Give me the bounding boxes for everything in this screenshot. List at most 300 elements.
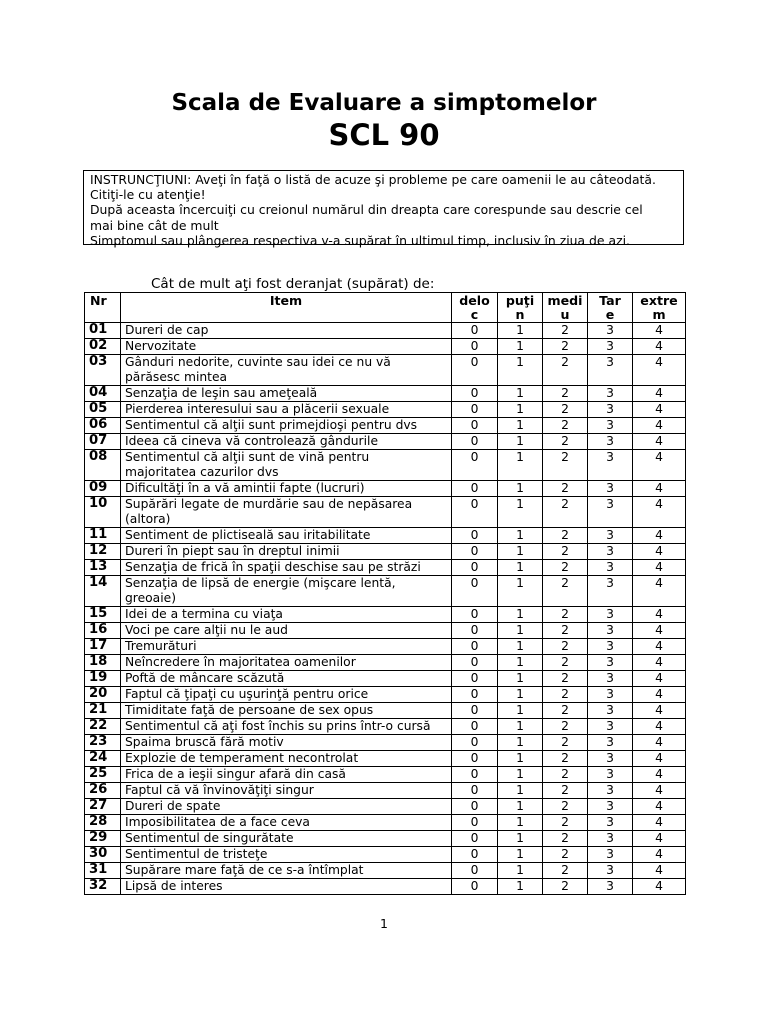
item-text-line: Senzaţia de lipsă de energie (mişcare lentă,	[125, 576, 396, 591]
item-text	[121, 751, 452, 767]
item-text-line: Sentimentul de singurătate	[125, 831, 294, 846]
table-row	[85, 323, 686, 339]
item-number: 16	[85, 623, 121, 639]
table-row	[85, 339, 686, 355]
score-option-extrem[interactable]: 4	[633, 481, 686, 497]
table-row	[85, 528, 686, 544]
instructions-line: INSTRUNCŢIUNI: Aveţi în faţă o listă de acuze şi probleme pe care oamenii le au câteodată.	[90, 172, 656, 187]
score-option-extrem[interactable]: 4	[633, 879, 686, 895]
score-option-extrem[interactable]: 4	[633, 815, 686, 831]
score-option-deloc[interactable]: 0	[452, 402, 498, 418]
score-option-deloc[interactable]: 0	[452, 735, 498, 751]
item-text	[121, 481, 452, 497]
score-option-extrem[interactable]: 4	[633, 831, 686, 847]
item-text-line: Ideea că cineva vă controlează gândurile	[125, 434, 379, 449]
item-text	[121, 418, 452, 434]
score-option-deloc[interactable]: 0	[452, 751, 498, 767]
header-line: medi	[547, 293, 583, 308]
item-text-line: Dureri de spate	[125, 799, 221, 814]
item-number: 28	[85, 815, 121, 831]
score-option-tare[interactable]: 3	[588, 434, 633, 450]
item-number: 18	[85, 655, 121, 671]
item-text	[121, 719, 452, 735]
score-option-tare[interactable]: 3	[588, 497, 633, 528]
score-option-tare[interactable]: 3	[588, 783, 633, 799]
score-option-deloc[interactable]: 0	[452, 481, 498, 497]
item-number: 02	[85, 339, 121, 355]
item-text-line: Faptul că vă învinovăţiţi singur	[125, 783, 314, 798]
score-option-tare[interactable]: 3	[588, 831, 633, 847]
item-text	[121, 497, 452, 528]
item-number: 21	[85, 703, 121, 719]
item-text-line: părăsesc mintea	[125, 369, 228, 384]
score-option-extrem[interactable]: 4	[633, 544, 686, 560]
score-option-tare[interactable]: 3	[588, 815, 633, 831]
item-number: 05	[85, 402, 121, 418]
column-header-item: Item	[121, 293, 452, 323]
score-option-extrem[interactable]: 4	[633, 687, 686, 703]
table-row	[85, 815, 686, 831]
item-number: 32	[85, 879, 121, 895]
score-option-extrem[interactable]: 4	[633, 339, 686, 355]
item-text-line: Supărare mare faţă de ce s-a întîmplat	[125, 863, 364, 878]
item-number: 15	[85, 607, 121, 623]
score-option-tare[interactable]: 3	[588, 576, 633, 607]
score-option-tare[interactable]: 3	[588, 655, 633, 671]
item-text-line: Lipsă de interes	[125, 879, 223, 894]
item-text-line: majoritatea cazurilor dvs	[125, 464, 279, 479]
item-text	[121, 576, 452, 607]
score-option-mediu[interactable]: 2	[543, 655, 588, 671]
score-option-tare[interactable]: 3	[588, 402, 633, 418]
score-option-deloc[interactable]: 0	[452, 355, 498, 386]
score-option-putin[interactable]: 1	[498, 815, 543, 831]
score-option-tare[interactable]: 3	[588, 607, 633, 623]
score-option-tare[interactable]: 3	[588, 623, 633, 639]
item-text-line: Senzaţia de leşin sau ameţeală	[125, 386, 318, 401]
score-option-mediu[interactable]: 2	[543, 799, 588, 815]
header-line: c	[470, 307, 479, 323]
score-option-tare[interactable]: 3	[588, 703, 633, 719]
table-row	[85, 450, 686, 481]
table-row	[85, 735, 686, 751]
score-option-deloc[interactable]: 0	[452, 528, 498, 544]
score-option-putin[interactable]: 1	[498, 528, 543, 544]
score-option-putin[interactable]: 1	[498, 355, 543, 386]
table-row	[85, 576, 686, 607]
item-text	[121, 339, 452, 355]
table-row	[85, 402, 686, 418]
score-option-deloc[interactable]: 0	[452, 799, 498, 815]
score-option-extrem[interactable]: 4	[633, 560, 686, 576]
score-option-tare[interactable]: 3	[588, 544, 633, 560]
table-row	[85, 671, 686, 687]
table-row	[85, 623, 686, 639]
score-option-putin[interactable]: 1	[498, 767, 543, 783]
item-number: 11	[85, 528, 121, 544]
score-option-mediu[interactable]: 2	[543, 450, 588, 481]
score-option-deloc[interactable]: 0	[452, 323, 498, 339]
table-row	[85, 783, 686, 799]
score-option-mediu[interactable]: 2	[543, 386, 588, 402]
item-text	[121, 671, 452, 687]
score-option-mediu[interactable]: 2	[543, 639, 588, 655]
item-number: 09	[85, 481, 121, 497]
score-option-extrem[interactable]: 4	[633, 783, 686, 799]
item-number: 14	[85, 576, 121, 607]
score-option-mediu[interactable]: 2	[543, 607, 588, 623]
score-option-tare[interactable]: 3	[588, 847, 633, 863]
header-line: Tar	[599, 293, 621, 308]
score-option-tare[interactable]: 3	[588, 671, 633, 687]
item-text	[121, 386, 452, 402]
table-row	[85, 607, 686, 623]
score-option-mediu[interactable]: 2	[543, 783, 588, 799]
table-body	[85, 323, 686, 895]
item-number: 12	[85, 544, 121, 560]
item-number: 29	[85, 831, 121, 847]
score-option-tare[interactable]: 3	[588, 719, 633, 735]
table-row	[85, 879, 686, 895]
item-text	[121, 831, 452, 847]
item-text-line: Sentimentul că aţi fost închis su prins într-o cursă	[125, 719, 431, 734]
column-header-extrem	[633, 293, 686, 323]
item-text	[121, 687, 452, 703]
score-option-putin[interactable]: 1	[498, 879, 543, 895]
score-option-deloc[interactable]: 0	[452, 703, 498, 719]
item-text-line: Explozie de temperament necontrolat	[125, 751, 359, 766]
item-number: 24	[85, 751, 121, 767]
score-option-deloc[interactable]: 0	[452, 831, 498, 847]
score-option-tare[interactable]: 3	[588, 735, 633, 751]
score-option-tare[interactable]: 3	[588, 418, 633, 434]
item-text-line: Timiditate faţă de persoane de sex opus	[125, 703, 374, 718]
score-option-putin[interactable]: 1	[498, 735, 543, 751]
score-option-mediu[interactable]: 2	[543, 831, 588, 847]
header-line: u	[560, 307, 570, 323]
score-option-deloc[interactable]: 0	[452, 544, 498, 560]
score-option-deloc[interactable]: 0	[452, 671, 498, 687]
score-option-deloc[interactable]: 0	[452, 386, 498, 402]
score-option-putin[interactable]: 1	[498, 323, 543, 339]
score-option-mediu[interactable]: 2	[543, 879, 588, 895]
score-option-putin[interactable]: 1	[498, 799, 543, 815]
header-line: n	[515, 307, 525, 323]
table-row	[85, 481, 686, 497]
table-row	[85, 497, 686, 528]
score-option-extrem[interactable]: 4	[633, 639, 686, 655]
item-text-line: Frica de a ieşii singur afară din casă	[125, 767, 346, 782]
column-header-deloc	[452, 293, 498, 323]
score-option-deloc[interactable]: 0	[452, 719, 498, 735]
score-option-putin[interactable]: 1	[498, 751, 543, 767]
score-option-putin[interactable]: 1	[498, 719, 543, 735]
score-option-deloc[interactable]: 0	[452, 339, 498, 355]
item-text	[121, 783, 452, 799]
symptom-table	[84, 292, 686, 895]
table-row	[85, 560, 686, 576]
score-option-putin[interactable]: 1	[498, 481, 543, 497]
score-option-extrem[interactable]: 4	[633, 719, 686, 735]
score-option-mediu[interactable]: 2	[543, 735, 588, 751]
score-option-tare[interactable]: 3	[588, 339, 633, 355]
item-text-line: Supărări legate de murdărie sau de nepăsarea	[125, 497, 413, 512]
score-option-tare[interactable]: 3	[588, 863, 633, 879]
item-text	[121, 655, 452, 671]
item-text-line: Nervozitate	[125, 339, 197, 354]
item-number: 13	[85, 560, 121, 576]
item-text-line: Tremurături	[125, 639, 197, 654]
score-option-mediu[interactable]: 2	[543, 847, 588, 863]
score-option-mediu[interactable]: 2	[543, 623, 588, 639]
score-option-extrem[interactable]: 4	[633, 735, 686, 751]
score-option-extrem[interactable]: 4	[633, 799, 686, 815]
score-option-deloc[interactable]: 0	[452, 607, 498, 623]
table-row	[85, 767, 686, 783]
score-option-mediu[interactable]: 2	[543, 402, 588, 418]
item-text-line: Dureri de cap	[125, 323, 209, 338]
score-option-extrem[interactable]: 4	[633, 767, 686, 783]
item-text-line: Gânduri nedorite, cuvinte sau idei ce nu vă	[125, 355, 391, 370]
header-line: delo	[459, 293, 490, 308]
score-option-putin[interactable]: 1	[498, 560, 543, 576]
item-text-line: Neîncredere în majoritatea oamenilor	[125, 655, 356, 670]
score-option-tare[interactable]: 3	[588, 560, 633, 576]
score-option-extrem[interactable]: 4	[633, 386, 686, 402]
score-option-mediu[interactable]: 2	[543, 703, 588, 719]
item-text-line: Senzaţia de frică în spaţii deschise sau pe străzi	[125, 560, 421, 575]
score-option-mediu[interactable]: 2	[543, 434, 588, 450]
instructions-line: Citiţi-le cu atenţie!	[90, 187, 206, 203]
score-option-putin[interactable]: 1	[498, 783, 543, 799]
question-prompt: Cât de mult aţi fost deranjat (supărat) de:	[151, 276, 435, 292]
score-option-putin[interactable]: 1	[498, 863, 543, 879]
item-text-line: greoaie)	[125, 590, 176, 605]
score-option-tare[interactable]: 3	[588, 799, 633, 815]
item-text	[121, 703, 452, 719]
score-option-extrem[interactable]: 4	[633, 751, 686, 767]
score-option-tare[interactable]: 3	[588, 355, 633, 386]
item-number: 03	[85, 355, 121, 386]
item-text-line: Voci pe care alţii nu le aud	[125, 623, 288, 638]
item-number: 07	[85, 434, 121, 450]
score-option-deloc[interactable]: 0	[452, 434, 498, 450]
score-option-deloc[interactable]: 0	[452, 623, 498, 639]
item-text-line: Sentimentul de tristeţe	[125, 847, 268, 862]
table-row	[85, 386, 686, 402]
score-option-extrem[interactable]: 4	[633, 703, 686, 719]
score-option-putin[interactable]: 1	[498, 831, 543, 847]
score-option-tare[interactable]: 3	[588, 450, 633, 481]
table-row	[85, 418, 686, 434]
item-text	[121, 355, 452, 386]
score-option-extrem[interactable]: 4	[633, 528, 686, 544]
item-text	[121, 323, 452, 339]
item-text	[121, 639, 452, 655]
item-number: 17	[85, 639, 121, 655]
table-row	[85, 831, 686, 847]
score-option-putin[interactable]: 1	[498, 576, 543, 607]
item-number: 23	[85, 735, 121, 751]
score-option-mediu[interactable]: 2	[543, 863, 588, 879]
score-option-extrem[interactable]: 4	[633, 671, 686, 687]
score-option-deloc[interactable]: 0	[452, 450, 498, 481]
score-option-extrem[interactable]: 4	[633, 450, 686, 481]
score-option-putin[interactable]: 1	[498, 671, 543, 687]
score-option-mediu[interactable]: 2	[543, 528, 588, 544]
item-text	[121, 623, 452, 639]
score-option-deloc[interactable]: 0	[452, 576, 498, 607]
score-option-deloc[interactable]: 0	[452, 767, 498, 783]
score-option-putin[interactable]: 1	[498, 639, 543, 655]
score-option-putin[interactable]: 1	[498, 418, 543, 434]
score-option-putin[interactable]: 1	[498, 623, 543, 639]
score-option-putin[interactable]: 1	[498, 544, 543, 560]
score-option-putin[interactable]: 1	[498, 402, 543, 418]
score-option-mediu[interactable]: 2	[543, 418, 588, 434]
score-option-deloc[interactable]: 0	[452, 655, 498, 671]
score-option-deloc[interactable]: 0	[452, 497, 498, 528]
table-row	[85, 655, 686, 671]
column-header-nr: Nr	[85, 293, 121, 323]
item-text	[121, 735, 452, 751]
column-header-mediu	[543, 293, 588, 323]
item-text	[121, 528, 452, 544]
score-option-deloc[interactable]: 0	[452, 815, 498, 831]
score-option-putin[interactable]: 1	[498, 450, 543, 481]
header-line: puţi	[505, 293, 535, 308]
score-option-putin[interactable]: 1	[498, 687, 543, 703]
table-row	[85, 751, 686, 767]
score-option-deloc[interactable]: 0	[452, 863, 498, 879]
item-number: 04	[85, 386, 121, 402]
item-text-line: Poftă de mâncare scăzută	[125, 671, 285, 686]
item-text-line: Sentimentul că alţii sunt de vină pentru	[125, 450, 370, 465]
item-text	[121, 544, 452, 560]
score-option-mediu[interactable]: 2	[543, 719, 588, 735]
item-text	[121, 815, 452, 831]
score-option-deloc[interactable]: 0	[452, 418, 498, 434]
score-option-putin[interactable]: 1	[498, 607, 543, 623]
item-text	[121, 560, 452, 576]
score-option-extrem[interactable]: 4	[633, 402, 686, 418]
score-option-tare[interactable]: 3	[588, 386, 633, 402]
item-text-line: Dificultăţi în a vă amintii fapte (lucruri)	[125, 481, 365, 496]
score-option-mediu[interactable]: 2	[543, 671, 588, 687]
item-number: 22	[85, 719, 121, 735]
score-option-mediu[interactable]: 2	[543, 687, 588, 703]
score-option-mediu[interactable]: 2	[543, 323, 588, 339]
item-text-line: Pierderea interesului sau a plăcerii sexuale	[125, 402, 390, 417]
score-option-extrem[interactable]: 4	[633, 655, 686, 671]
score-option-mediu[interactable]: 2	[543, 560, 588, 576]
item-number: 10	[85, 497, 121, 528]
table-header-row	[85, 293, 686, 323]
page-number: 1	[380, 916, 388, 931]
item-text-line: Spaima bruscă fără motiv	[125, 735, 284, 750]
item-text-line: Idei de a termina cu viaţa	[125, 607, 283, 622]
score-option-tare[interactable]: 3	[588, 323, 633, 339]
table-row	[85, 799, 686, 815]
score-option-putin[interactable]: 1	[498, 497, 543, 528]
item-number: 26	[85, 783, 121, 799]
item-text	[121, 863, 452, 879]
item-text	[121, 847, 452, 863]
table-row	[85, 703, 686, 719]
table-row	[85, 863, 686, 879]
table-row	[85, 434, 686, 450]
item-number: 27	[85, 799, 121, 815]
score-option-tare[interactable]: 3	[588, 767, 633, 783]
score-option-deloc[interactable]: 0	[452, 639, 498, 655]
score-option-tare[interactable]: 3	[588, 639, 633, 655]
document-subtitle: SCL 90	[328, 118, 440, 152]
score-option-mediu[interactable]: 2	[543, 751, 588, 767]
instructions-line: mai bine cât de mult	[90, 217, 219, 233]
score-option-extrem[interactable]: 4	[633, 847, 686, 863]
score-option-deloc[interactable]: 0	[452, 847, 498, 863]
item-text-line: Sentimentul că alţii sunt primejdioşi pentru dvs	[125, 418, 418, 433]
score-option-mediu[interactable]: 2	[543, 767, 588, 783]
score-option-extrem[interactable]: 4	[633, 863, 686, 879]
item-text	[121, 434, 452, 450]
score-option-tare[interactable]: 3	[588, 687, 633, 703]
item-text	[121, 450, 452, 481]
item-number: 01	[85, 323, 121, 339]
item-text	[121, 767, 452, 783]
score-option-extrem[interactable]: 4	[633, 497, 686, 528]
score-option-putin[interactable]: 1	[498, 434, 543, 450]
score-option-mediu[interactable]: 2	[543, 815, 588, 831]
score-option-extrem[interactable]: 4	[633, 355, 686, 386]
score-option-putin[interactable]: 1	[498, 703, 543, 719]
score-option-putin[interactable]: 1	[498, 339, 543, 355]
table-row	[85, 847, 686, 863]
table-row	[85, 687, 686, 703]
score-option-tare[interactable]: 3	[588, 879, 633, 895]
score-option-deloc[interactable]: 0	[452, 560, 498, 576]
score-option-extrem[interactable]: 4	[633, 418, 686, 434]
table-row	[85, 719, 686, 735]
score-option-mediu[interactable]: 2	[543, 339, 588, 355]
score-option-extrem[interactable]: 4	[633, 434, 686, 450]
score-option-mediu[interactable]: 2	[543, 544, 588, 560]
score-option-putin[interactable]: 1	[498, 655, 543, 671]
score-option-extrem[interactable]: 4	[633, 576, 686, 607]
score-option-tare[interactable]: 3	[588, 481, 633, 497]
score-option-putin[interactable]: 1	[498, 847, 543, 863]
score-option-extrem[interactable]: 4	[633, 323, 686, 339]
item-text-line: (altora)	[125, 511, 171, 526]
item-text	[121, 799, 452, 815]
score-option-deloc[interactable]: 0	[452, 783, 498, 799]
score-option-extrem[interactable]: 4	[633, 607, 686, 623]
header-line: extre	[640, 293, 678, 308]
score-option-mediu[interactable]: 2	[543, 355, 588, 386]
score-option-putin[interactable]: 1	[498, 386, 543, 402]
score-option-mediu[interactable]: 2	[543, 481, 588, 497]
score-option-extrem[interactable]: 4	[633, 623, 686, 639]
score-option-tare[interactable]: 3	[588, 751, 633, 767]
item-number: 31	[85, 863, 121, 879]
score-option-deloc[interactable]: 0	[452, 879, 498, 895]
item-number: 08	[85, 450, 121, 481]
score-option-mediu[interactable]: 2	[543, 576, 588, 607]
item-text-line: Faptul că ţipaţi cu uşurinţă pentru orice	[125, 687, 369, 702]
score-option-tare[interactable]: 3	[588, 528, 633, 544]
score-option-mediu[interactable]: 2	[543, 497, 588, 528]
score-option-deloc[interactable]: 0	[452, 687, 498, 703]
